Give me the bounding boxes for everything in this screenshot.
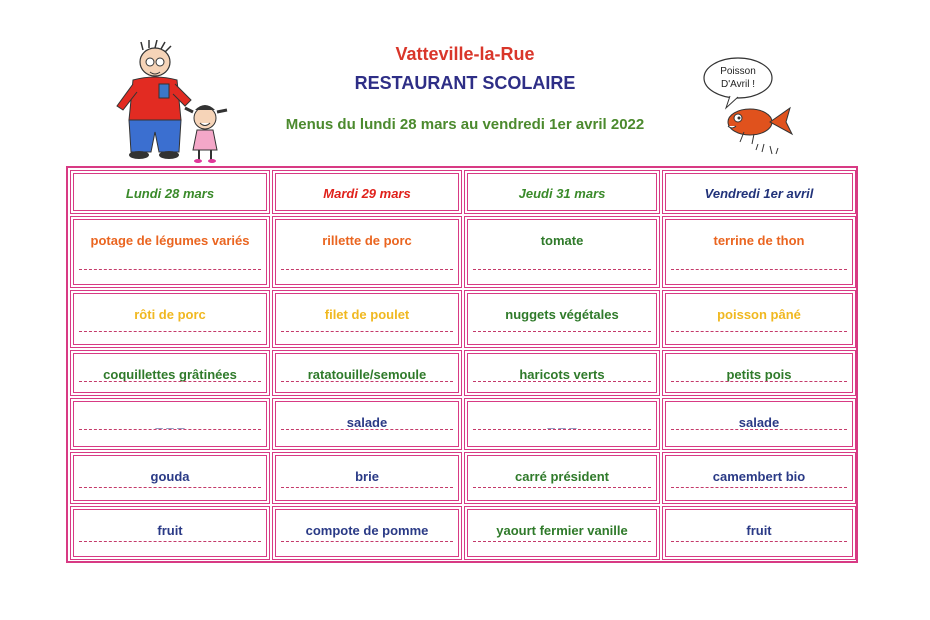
- dish-label: camembert bio: [712, 469, 806, 484]
- dish-label: fruit: [746, 523, 772, 538]
- dish-label: brie: [355, 469, 379, 484]
- dish-label: _ _ _: [547, 415, 577, 430]
- dashed-separator: [79, 487, 261, 488]
- dashed-separator: [281, 429, 453, 430]
- menu-cell-starter: [464, 216, 660, 288]
- dashed-separator: [79, 331, 261, 332]
- dish-label: rôti de porc: [134, 307, 206, 322]
- dish-label: haricots verts: [519, 367, 605, 382]
- dashed-separator: [281, 269, 453, 270]
- dashed-separator: [473, 541, 651, 542]
- menu-cell-main: [662, 290, 856, 348]
- day-label: Jeudi 31 mars: [518, 186, 606, 201]
- dashed-separator: [79, 381, 261, 382]
- bubble-line-1: Poisson: [720, 66, 756, 77]
- dashed-separator: [281, 487, 453, 488]
- menu-cell-starter: [272, 216, 462, 288]
- dashed-separator: [281, 381, 453, 382]
- day-label: Vendredi 1er avril: [704, 186, 814, 201]
- dish-label: compote de pomme: [305, 523, 429, 538]
- menu-cell-main: [272, 290, 462, 348]
- dashed-separator: [281, 541, 453, 542]
- day-header-cell: [70, 170, 270, 214]
- menu-table: [66, 166, 858, 563]
- menu-cell-dessert: [272, 506, 462, 560]
- day-header-cell: [272, 170, 462, 214]
- dish-label: tomate: [540, 233, 584, 248]
- bubble-line-2: D'Avril !: [721, 79, 755, 90]
- menu-cell-cheese: [70, 452, 270, 504]
- dashed-separator: [473, 381, 651, 382]
- dashed-separator: [671, 429, 847, 430]
- dish-label: filet de poulet: [324, 307, 410, 322]
- dish-label: salade: [346, 415, 388, 430]
- april-fish-cartoon-icon: [700, 52, 810, 167]
- man-and-girl-cartoon-icon: [105, 40, 245, 165]
- restaurant-title: RESTAURANT SCOLAIRE: [354, 73, 576, 93]
- menu-cell-dessert: [464, 506, 660, 560]
- day-header-cell: [662, 170, 856, 214]
- dish-label: coquillettes grâtinées: [103, 367, 237, 382]
- dashed-separator: [473, 429, 651, 430]
- menu-cell-side: [70, 350, 270, 396]
- dish-label: potage de légumes variés: [90, 233, 250, 248]
- dish-label: carré président: [515, 469, 609, 484]
- menu-cell-salad: [662, 398, 856, 450]
- day-label: Lundi 28 mars: [125, 186, 215, 201]
- menu-cell-cheese: [272, 452, 462, 504]
- dashed-separator: [79, 429, 261, 430]
- dish-label: poisson pâné: [717, 307, 801, 322]
- dashed-separator: [671, 331, 847, 332]
- dish-label: yaourt fermier vanille: [496, 523, 628, 538]
- dashed-separator: [473, 487, 651, 488]
- menu-cell-cheese: [464, 452, 660, 504]
- dashed-separator: [671, 269, 847, 270]
- dashed-separator: [671, 541, 847, 542]
- menu-cell-side: [464, 350, 660, 396]
- dashed-separator: [473, 331, 651, 332]
- dashed-separator: [671, 487, 847, 488]
- dish-label: ratatouille/semoule: [307, 367, 427, 382]
- dish-label: rillette de porc: [322, 233, 412, 248]
- menu-cell-side: [662, 350, 856, 396]
- menu-week-subtitle: Menus du lundi 28 mars au vendredi 1er avril 2022: [285, 116, 645, 133]
- menu-cell-cheese: [662, 452, 856, 504]
- menu-cell-side: [272, 350, 462, 396]
- town-name: Vatteville-la-Rue: [395, 44, 535, 64]
- day-header-cell: [464, 170, 660, 214]
- dish-label: fruit: [157, 523, 183, 538]
- dashed-separator: [473, 269, 651, 270]
- dashed-separator: [79, 541, 261, 542]
- dashed-separator: [671, 381, 847, 382]
- menu-cell-dessert: [70, 506, 270, 560]
- dish-label: petits pois: [726, 367, 792, 382]
- menu-cell-dessert: [662, 506, 856, 560]
- dashed-separator: [281, 331, 453, 332]
- menu-cell-salad: [464, 398, 660, 450]
- dashed-separator: [79, 269, 261, 270]
- dish-label: terrine de thon: [713, 233, 805, 248]
- menu-cell-main: [70, 290, 270, 348]
- dish-label: _ _ _: [155, 415, 185, 430]
- dish-label: gouda: [150, 469, 190, 484]
- menu-cell-starter: [662, 216, 856, 288]
- menu-cell-starter: [70, 216, 270, 288]
- day-label: Mardi 29 mars: [323, 186, 411, 201]
- menu-cell-salad: [272, 398, 462, 450]
- dish-label: nuggets végétales: [505, 307, 619, 322]
- menu-cell-salad: [70, 398, 270, 450]
- menu-cell-main: [464, 290, 660, 348]
- dish-label: salade: [738, 415, 780, 430]
